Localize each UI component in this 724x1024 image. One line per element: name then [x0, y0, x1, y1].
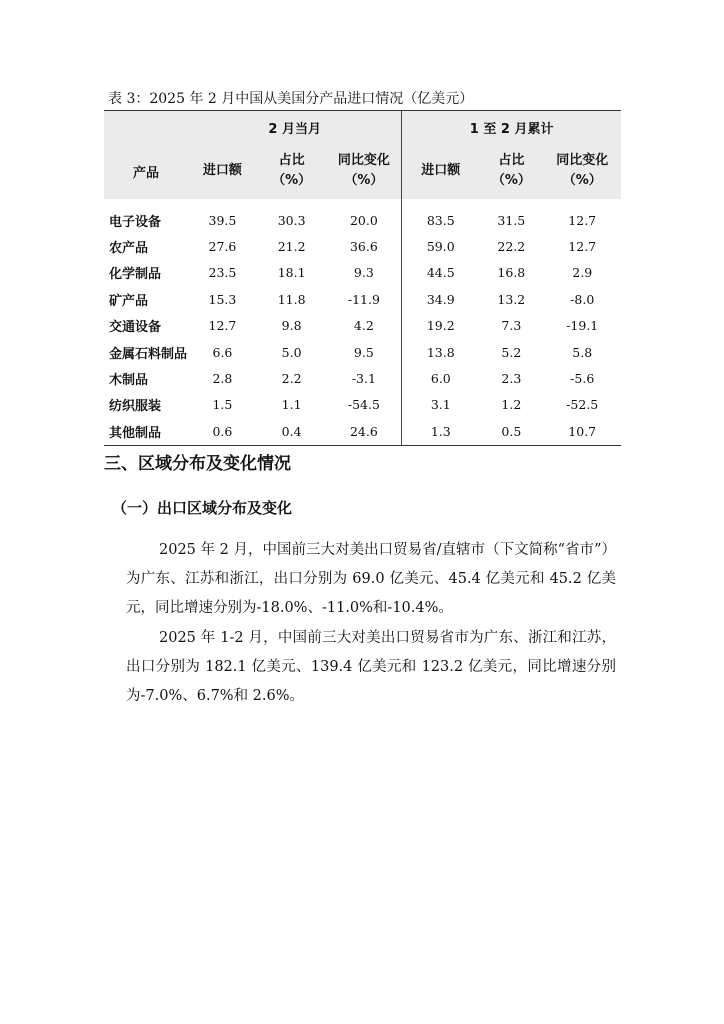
table-column-header-row [104, 143, 621, 199]
section-heading: 三、区域分布及变化情况 [104, 454, 291, 474]
value-cell: 2.9 [572, 265, 593, 281]
table-row [104, 392, 621, 418]
value-cell: 1.3 [402, 418, 479, 445]
product-name-cell: 纺织服装 [109, 399, 162, 415]
value-cell: 21.2 [277, 239, 306, 255]
value-cell: 15.3 [208, 291, 237, 307]
value-cell: 2.2 [281, 371, 302, 387]
table-group-header-row [104, 111, 621, 144]
table-row [104, 418, 621, 445]
value-cell: 0.4 [257, 418, 327, 445]
column-header [188, 143, 257, 199]
product-name-cell: 木制品 [109, 373, 149, 389]
table-row [104, 339, 621, 365]
value-cell: 1.1 [281, 397, 302, 413]
value-cell: -11.9 [326, 286, 401, 312]
value-cell: 20.0 [326, 199, 401, 233]
column-header-line2: （%） [491, 173, 531, 188]
value-cell: 19.2 [426, 318, 455, 334]
value-cell: 2.8 [212, 371, 233, 387]
value-cell: 34.9 [426, 291, 455, 307]
group-header-blank [104, 111, 188, 144]
value-cell: 9.5 [326, 339, 401, 365]
value-cell: 9.3 [326, 260, 401, 286]
group-header-feb: 2 月当月 [188, 111, 402, 144]
value-cell: 2.3 [501, 371, 522, 387]
table-row [104, 233, 621, 259]
value-cell: 12.7 [568, 212, 597, 228]
value-cell: 16.8 [497, 265, 526, 281]
value-cell: 36.6 [326, 233, 401, 259]
value-cell: 30.3 [277, 212, 306, 228]
value-cell: 10.7 [543, 418, 621, 445]
column-header-line1: 产品 [133, 166, 160, 181]
paragraph: 2025 年 1-2 月，中国前三大对美出口贸易省市为广东、浙江和江苏，出口分别为 182.1 亿美元、139.4 亿美元和 123.2 亿美元，同比增速分别为-7.0%、6.7%和 2.6%。 [126, 630, 616, 704]
value-cell: 27.6 [208, 239, 237, 255]
value-cell: 3.1 [430, 397, 451, 413]
table-row [104, 199, 621, 233]
value-cell: 22.2 [497, 239, 526, 255]
import-table [104, 110, 621, 446]
value-cell: 83.5 [426, 212, 455, 228]
value-cell: 13.8 [426, 344, 455, 360]
column-header [326, 143, 401, 199]
column-header [543, 143, 621, 199]
value-cell: 0.6 [188, 418, 257, 445]
group-header-jan-feb: 1 至 2 月累计 [402, 111, 621, 144]
value-cell: -54.5 [326, 392, 401, 418]
column-header [402, 143, 479, 199]
value-cell: 7.3 [501, 318, 522, 334]
product-name-cell: 化学制品 [109, 267, 162, 283]
value-cell: 1.5 [212, 397, 233, 413]
value-cell: 11.8 [277, 291, 306, 307]
column-header-line1: 占比 [498, 153, 525, 168]
value-cell: 24.6 [326, 418, 401, 445]
value-cell: 31.5 [497, 212, 526, 228]
column-header-line1: 同比变化 [556, 153, 609, 168]
value-cell: -52.5 [566, 397, 599, 413]
column-header-line1: 同比变化 [337, 153, 390, 168]
value-cell: 44.5 [426, 265, 455, 281]
column-header-line1: 占比 [278, 153, 305, 168]
table-body [104, 199, 621, 445]
paragraph: 2025 年 2 月，中国前三大对美出口贸易省/直辖市（下文简称“省市”）为广东、江苏和浙江，出口分别为 69.0 亿美元、45.4 亿美元和 45.2 亿美元，同比增速分别为-18.0%、-11.0%和-10.4%。 [126, 542, 616, 616]
value-cell: 5.2 [501, 344, 522, 360]
value-cell: 59.0 [426, 239, 455, 255]
value-cell: 12.7 [568, 239, 597, 255]
product-name-cell: 交通设备 [109, 320, 162, 336]
product-name-cell: 其他制品 [104, 418, 188, 445]
subsection-heading: （一）出口区域分布及变化 [112, 499, 293, 517]
table-row [104, 286, 621, 312]
column-header [479, 143, 543, 199]
value-cell: 4.2 [326, 313, 401, 339]
product-name-cell: 农产品 [109, 241, 149, 257]
value-cell: 23.5 [208, 265, 237, 281]
value-cell: 5.0 [281, 344, 302, 360]
column-header-line1: 进口额 [202, 163, 242, 178]
value-cell: -19.1 [566, 318, 599, 334]
value-cell: 1.2 [501, 397, 522, 413]
value-cell: -8.0 [570, 291, 595, 307]
column-header-line2: （%） [562, 173, 602, 188]
product-name-cell: 矿产品 [109, 293, 149, 309]
table-row [104, 260, 621, 286]
value-cell: -3.1 [326, 365, 401, 391]
value-cell: 13.2 [497, 291, 526, 307]
product-name-cell: 电子设备 [109, 214, 162, 230]
column-header [104, 143, 188, 199]
table-caption: 表 3：2025 年 2 月中国从美国分产品进口情况（亿美元） [108, 91, 474, 107]
column-header [257, 143, 327, 199]
table-row [104, 365, 621, 391]
value-cell: 0.5 [479, 418, 543, 445]
column-header-line2: （%） [272, 173, 312, 188]
value-cell: 39.5 [208, 212, 237, 228]
value-cell: 5.8 [572, 344, 593, 360]
column-header-line1: 进口额 [421, 163, 461, 178]
value-cell: 9.8 [281, 318, 302, 334]
column-header-line2: （%） [344, 173, 384, 188]
value-cell: 6.0 [430, 371, 451, 387]
value-cell: -5.6 [570, 371, 595, 387]
value-cell: 12.7 [208, 318, 237, 334]
table-row [104, 313, 621, 339]
value-cell: 18.1 [277, 265, 306, 281]
value-cell: 6.6 [212, 344, 233, 360]
product-name-cell: 金属石料制品 [109, 346, 188, 362]
